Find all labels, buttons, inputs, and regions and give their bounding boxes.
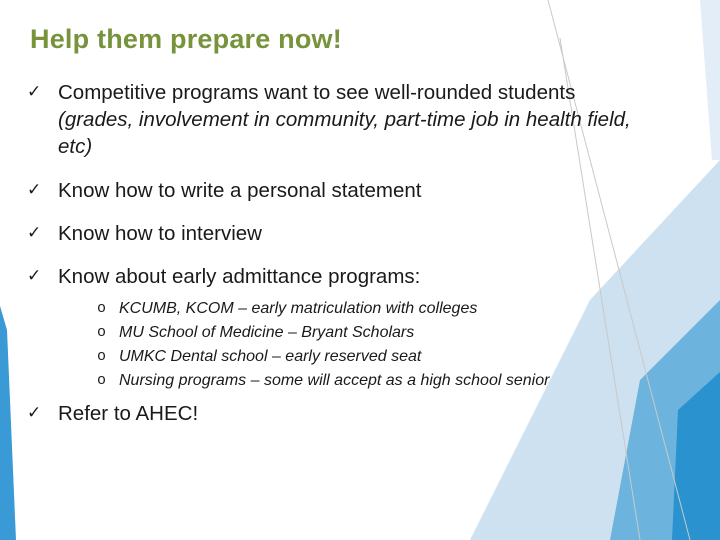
circle-bullet-icon: o: [97, 372, 107, 389]
check-icon: ✓: [27, 266, 42, 286]
slide-title: Help them prepare now!: [30, 24, 342, 54]
circle-bullet-icon: o: [97, 324, 107, 341]
bullet-text: Refer to AHEC!: [58, 402, 199, 425]
bullet-text: Know about early admittance programs:: [58, 265, 421, 288]
sub-bullet-item: [58, 321, 647, 345]
check-icon: ✓: [27, 223, 42, 243]
sub-bullet-text: MU School of Medicine – Bryant Scholars: [119, 324, 415, 341]
left-accent-strip: [0, 306, 16, 540]
bullet-list: [27, 79, 647, 427]
bullet-text: Know how to write a personal statement: [58, 179, 422, 202]
bullet-item: [27, 220, 647, 247]
check-icon: ✓: [27, 180, 42, 200]
bullet-text: Know how to interview: [58, 222, 262, 245]
bullet-item: [27, 177, 647, 204]
sub-bullet-item: [58, 369, 647, 393]
sub-bullet-text: UMKC Dental school – early reserved seat: [119, 348, 422, 365]
circle-bullet-icon: o: [97, 348, 107, 365]
right-top-sliver: [700, 0, 720, 160]
check-icon: ✓: [27, 82, 42, 102]
bullet-text: Competitive programs want to see well-rounded students: [58, 81, 576, 104]
check-icon: ✓: [27, 403, 42, 423]
sub-bullet-item: [58, 345, 647, 369]
sub-bullet-item: [58, 297, 647, 321]
circle-bullet-icon: o: [97, 300, 107, 317]
bullet-item: [27, 263, 647, 393]
bullet-item: [27, 400, 647, 427]
bullet-note: (grades, involvement in community, part-time job in health field, etc): [58, 108, 631, 158]
bullet-item: [27, 79, 647, 160]
sub-bullet-text: Nursing programs – some will accept as a high school senior: [119, 372, 550, 389]
sub-bullet-text: KCUMB, KCOM – early matriculation with colleges: [119, 300, 478, 317]
sub-bullet-list: [58, 297, 647, 393]
